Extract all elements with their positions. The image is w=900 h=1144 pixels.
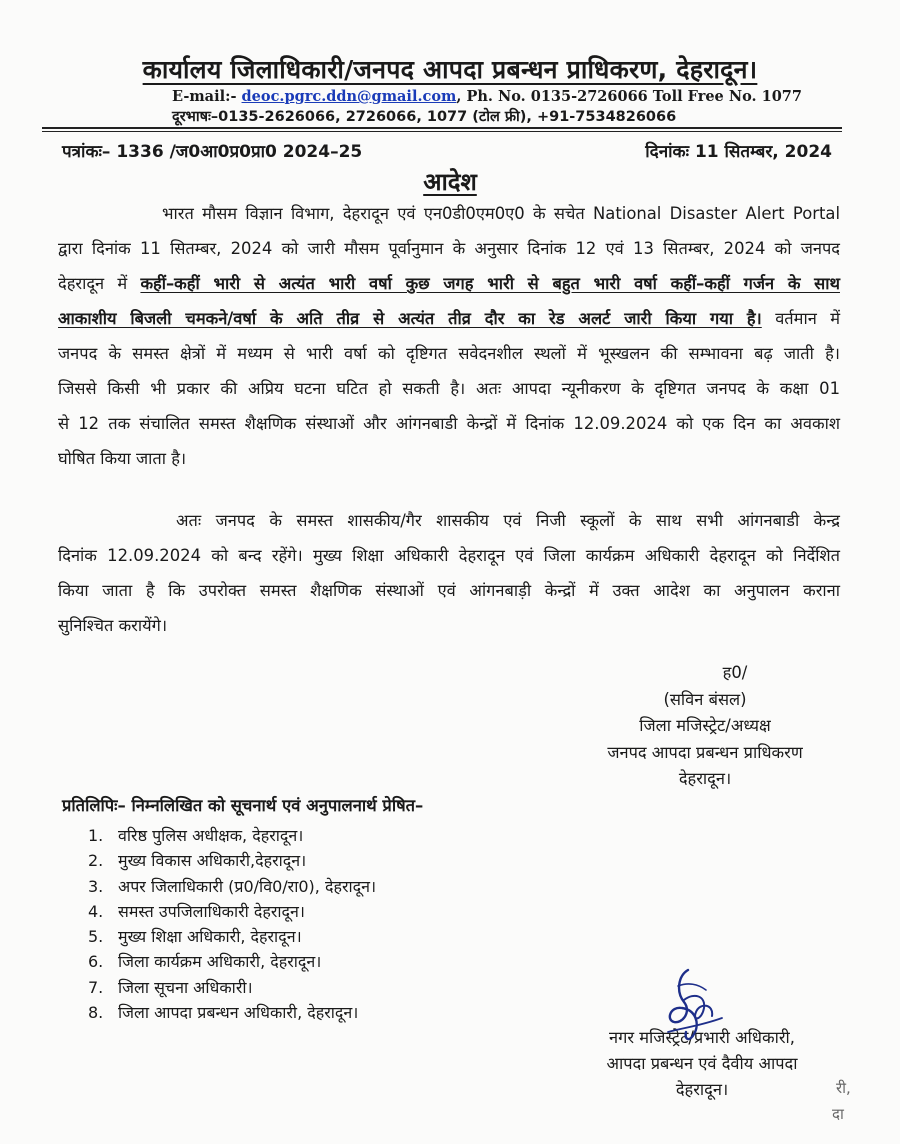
handwritten-signature bbox=[648, 962, 738, 1052]
email-link[interactable]: deoc.pgrc.ddn@gmail.com bbox=[241, 88, 457, 105]
list-item bbox=[88, 924, 376, 949]
paragraph-line: से 12 तक संचालित समस्त शैक्षणिक संस्थाओं और आंगनबाडी केन्द्रों में दिनांक 12.09.2024 को एक दिन का अवकाश bbox=[58, 414, 840, 433]
signed-mark: ह0/ bbox=[722, 663, 748, 682]
signatory-authority: जनपद आपदा प्रबन्धन प्राधिकरण bbox=[607, 742, 803, 762]
paragraph-line: द्वारा दिनांक 11 सितम्बर, 2024 को जारी मौसम पूर्वानुमान के अनुसार दिनांक 12 एवं 13 सितम्बर, 2024 को जनपद bbox=[58, 239, 840, 258]
paragraph-line bbox=[58, 266, 840, 301]
list-item bbox=[88, 848, 376, 873]
list-item bbox=[88, 949, 376, 974]
phone-tollfree: , Ph. No. 0135-2726066 Toll Free No. 1077 bbox=[456, 88, 802, 105]
signatory-name: (सविन बंसल) bbox=[663, 689, 747, 709]
list-number: 3. bbox=[88, 876, 104, 896]
paragraph-line: दिनांक 12.09.2024 को बन्द रहेंगे। मुख्य शिक्षा अधिकारी देहरादून एवं जिला कार्यक्रम अधिकारी देहरादून को निर्देशित bbox=[58, 546, 840, 565]
list-number: 1. bbox=[88, 826, 104, 845]
paragraph-text: देहरादून में bbox=[58, 274, 141, 293]
list-text: मुख्य शिक्षा अधिकारी, देहरादून। bbox=[118, 927, 302, 947]
list-text: जिला सूचना अधिकारी। bbox=[118, 977, 253, 997]
contact-line-phone: दूरभाषः–0135-2626066, 2726066, 1077 (टोल फ्री), +91-7534826066 bbox=[172, 109, 677, 125]
list-number: 5. bbox=[88, 927, 104, 947]
second-signatory-department: आपदा प्रबन्धन एवं दैवीय आपदा bbox=[606, 1054, 798, 1073]
paragraph-line: किया जाता है कि उपरोक्त समस्त शैक्षणिक संस्थाओं एवं आंगनबाड़ी केन्द्रों में उक्त आदेश का अनुपालन कराना bbox=[58, 581, 840, 600]
list-item bbox=[88, 1000, 376, 1025]
signatory-designation: जिला मजिस्ट्रेट/अध्यक्ष bbox=[639, 716, 771, 735]
list-item bbox=[88, 975, 376, 1000]
paragraph-line: भारत मौसम विज्ञान विभाग, देहरादून एवं एन0डी0एम0ए0 के सचेत National Disaster Alert Portal bbox=[162, 204, 840, 223]
red-alert-text: कहीं–कहीं भारी से अत्यंत भारी वर्षा कुछ जगह भारी से बहुत भारी वर्षा कहीं–कहीं गर्जन के साथ bbox=[140, 274, 840, 293]
office-title: कार्यालय जिलाधिकारी/जनपद आपदा प्रबन्धन प्राधिकरण, देहरादून। bbox=[142, 55, 758, 84]
paragraph-line: अतः जनपद के समस्त शासकीय/गैर शासकीय एवं निजी स्कूलों के साथ सभी आंगनबाडी केन्द्र bbox=[176, 511, 840, 530]
second-signatory-designation: नगर मजिस्ट्रेट/प्रभारी अधिकारी, bbox=[609, 1028, 795, 1047]
list-item bbox=[88, 823, 376, 848]
order-heading: आदेश bbox=[423, 168, 477, 196]
header-divider-top bbox=[42, 127, 842, 129]
list-text: मुख्य विकास अधिकारी,देहरादून। bbox=[118, 851, 307, 871]
paragraph-line: घोषित किया जाता है। bbox=[58, 449, 187, 468]
list-item bbox=[88, 874, 376, 899]
list-number: 6. bbox=[88, 952, 104, 972]
paragraph-line: जनपद के समस्त क्षेत्रों में मध्यम से भारी वर्षा को दृष्टिगत सवेदनशील स्थलों में भूस्खलन की सम्भावना बढ़ जाती है। bbox=[58, 344, 840, 363]
paragraph-line: जिससे किसी भी प्रकार की अप्रिय घटना घटित हो सकती है। अतः आपदा न्यूनीकरण के दृष्टिगत जनपद के कक्षा 01 bbox=[58, 379, 840, 398]
reference-number: पत्रांकः– 1336 /ज0आ0प्र0प्रा0 2024–25 bbox=[62, 142, 363, 162]
list-text: समस्त उपजिलाधिकारी देहरादून। bbox=[118, 901, 305, 921]
list-text: जिला आपदा प्रबन्धन अधिकारी, देहरादून। bbox=[118, 1003, 359, 1023]
signatory-block bbox=[590, 660, 820, 793]
paragraph-line bbox=[58, 301, 840, 336]
margin-mark: दा bbox=[832, 1105, 844, 1123]
list-number: 4. bbox=[88, 901, 104, 921]
list-number: 8. bbox=[88, 1003, 104, 1023]
list-item bbox=[88, 899, 376, 924]
list-text: अपर जिलाधिकारी (प्र0/वि0/रा0), देहरादून। bbox=[118, 876, 377, 896]
list-text: वरिष्ठ पुलिस अधीक्षक, देहरादून। bbox=[118, 826, 304, 845]
copy-to-heading: प्रतिलिपिः– निम्नलिखित को सूचनार्थ एवं अनुपालनार्थ प्रेषित– bbox=[62, 796, 424, 815]
paragraph-line: सुनिश्चित करायेंगे। bbox=[58, 616, 168, 635]
margin-mark: री, bbox=[836, 1079, 851, 1097]
list-number: 2. bbox=[88, 851, 104, 871]
list-number: 7. bbox=[88, 977, 104, 997]
contact-line-email bbox=[172, 88, 802, 105]
list-text: जिला कार्यक्रम अधिकारी, देहरादून। bbox=[118, 952, 322, 972]
reference-date: दिनांकः 11 सितम्बर, 2024 bbox=[645, 142, 832, 162]
second-signatory-place: देहरादून। bbox=[675, 1080, 729, 1099]
order-paragraph-1 bbox=[58, 196, 840, 476]
copy-to-list bbox=[88, 823, 376, 1025]
red-alert-text: आकाशीय बिजली चमकने/वर्षा के अति तीव्र से अत्यंत तीव्र दौर का रेड अलर्ट जारी किया गया है। bbox=[58, 309, 762, 328]
signatory-place: देहरादून। bbox=[678, 769, 732, 788]
header-divider-bottom bbox=[42, 131, 842, 132]
paragraph-text: वर्तमान में bbox=[761, 309, 840, 328]
order-paragraph-2 bbox=[58, 503, 840, 643]
email-label: E-mail:- bbox=[172, 88, 237, 105]
